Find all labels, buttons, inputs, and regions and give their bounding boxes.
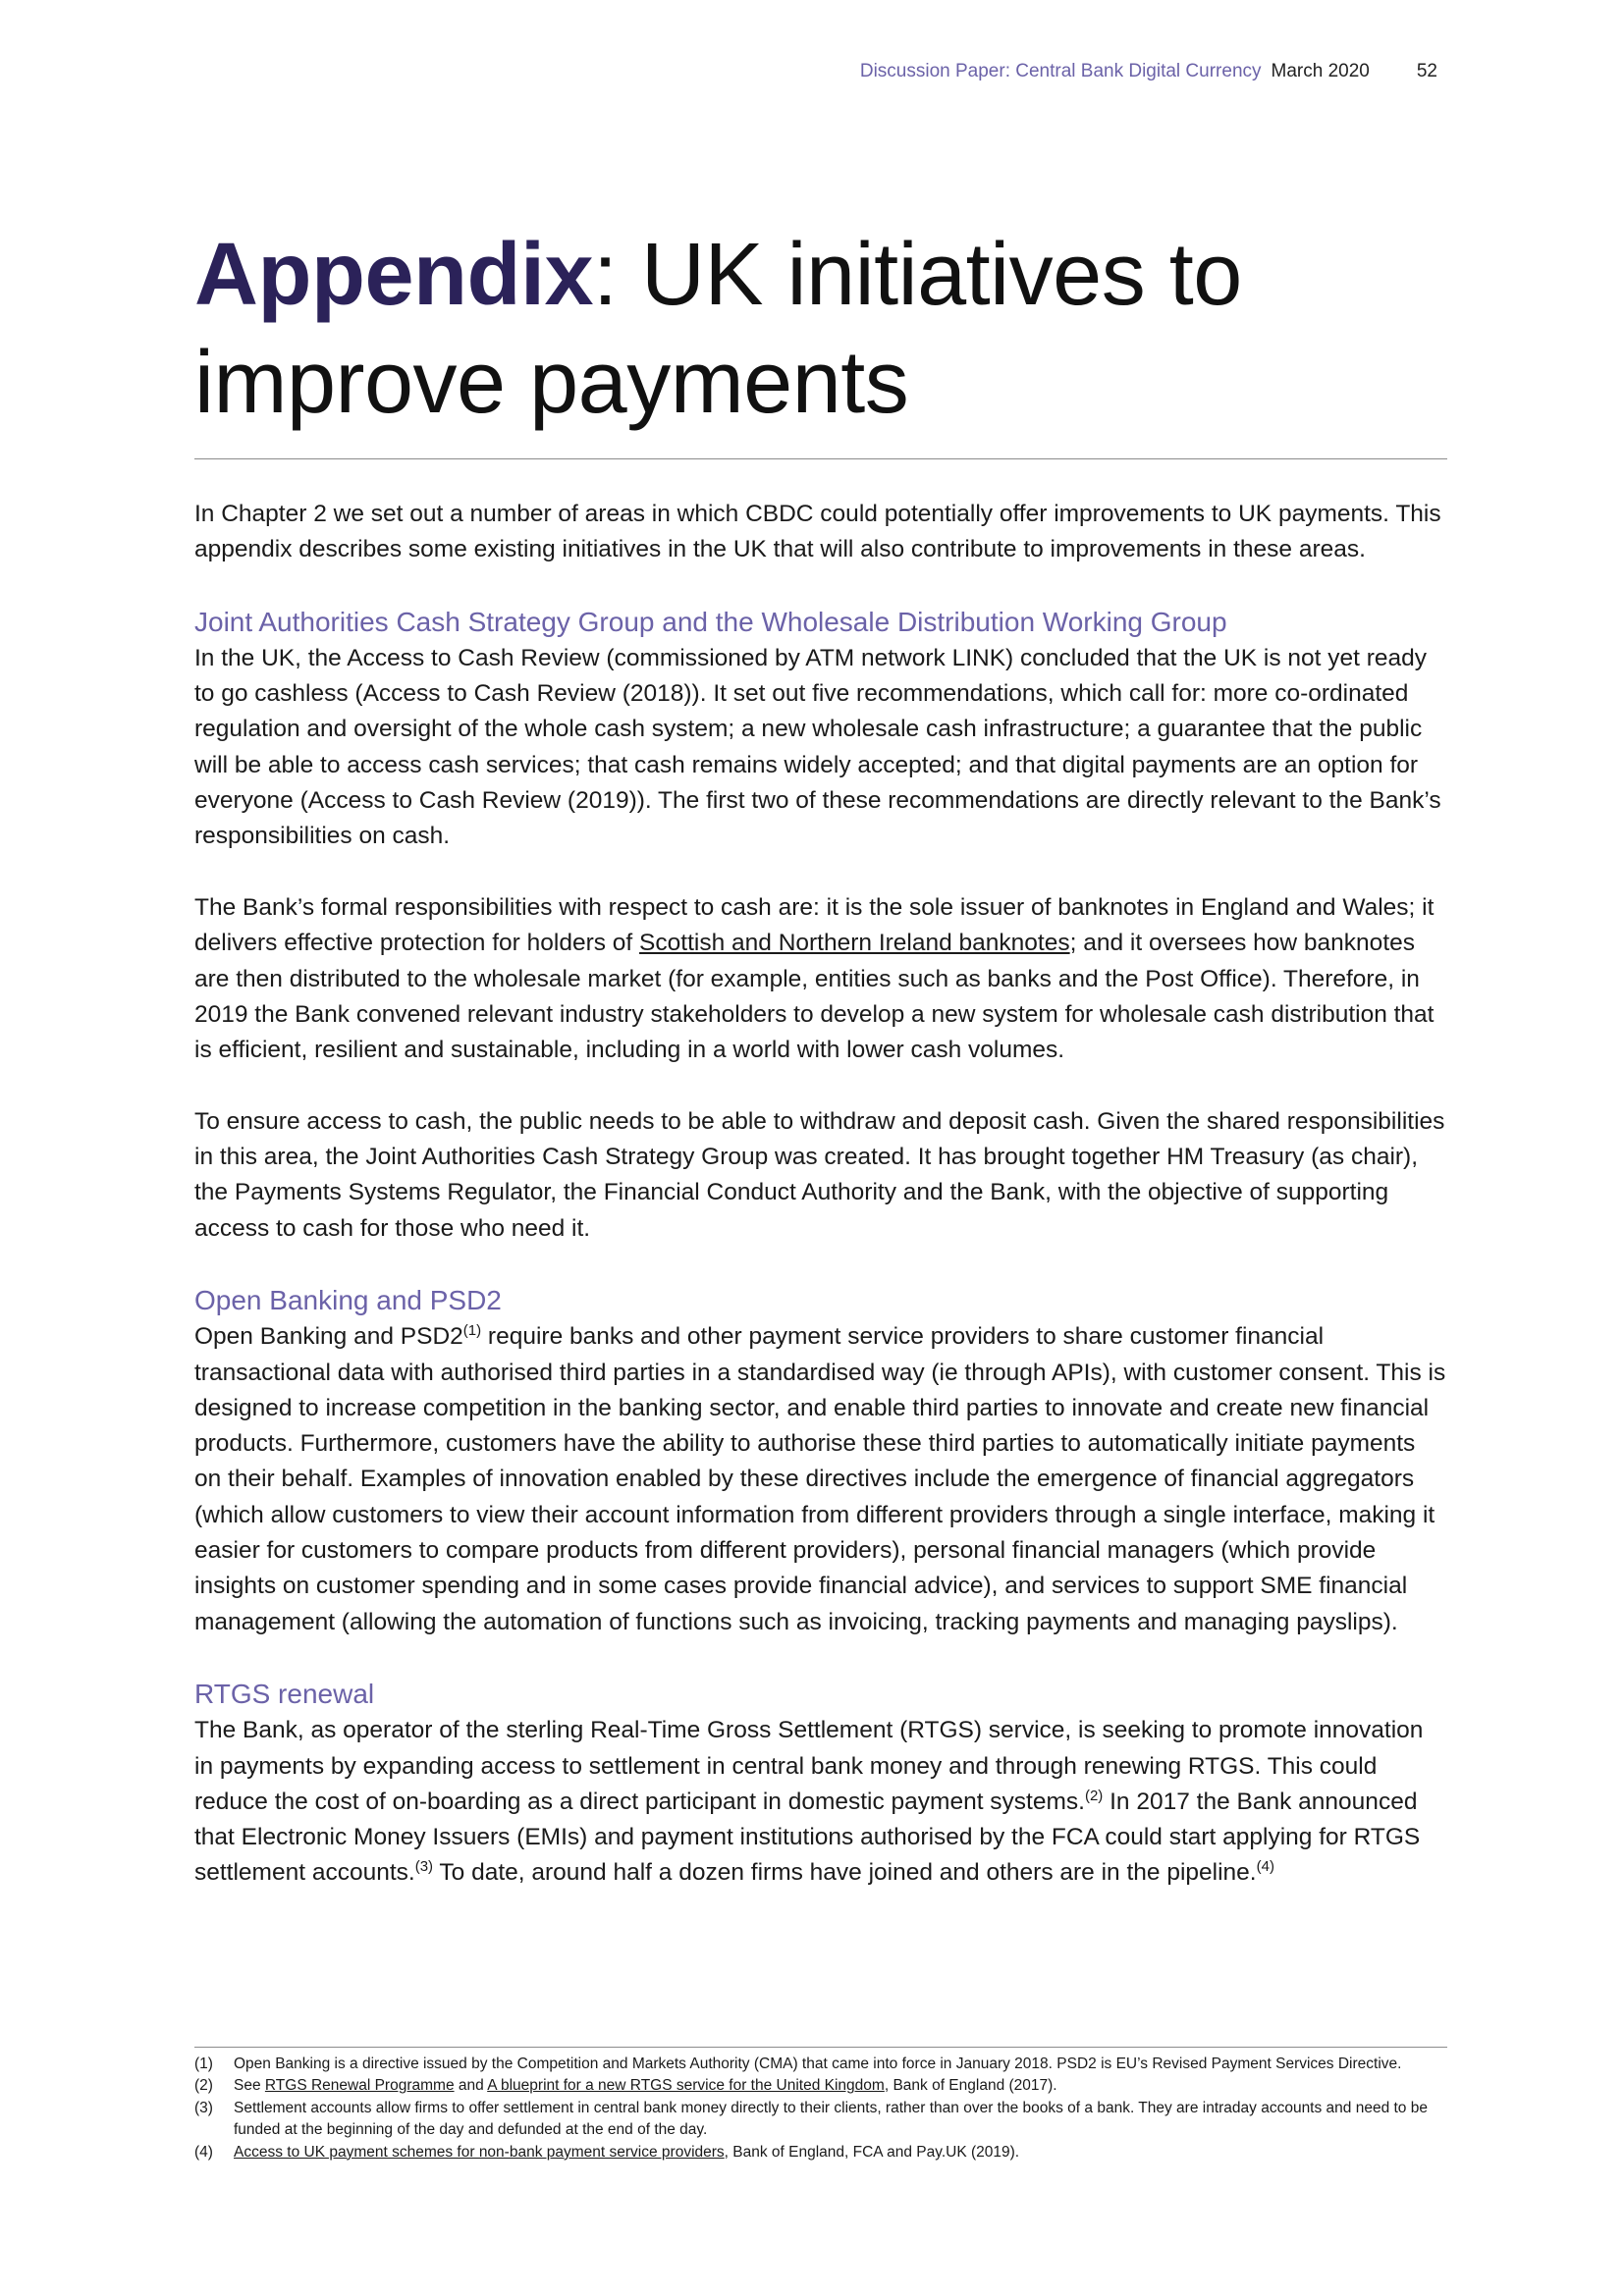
text-run: , Bank of England, FCA and Pay.UK (2019). [724, 2143, 1020, 2161]
text-run: The Bank, as operator of the sterling Real-Time Gross Settlement (RTGS) service, is seeking to promote innovation in payments by expanding access to settlement in central bank money and through renewing RTGS. This could reduce the cost of on-boarding as a direct participant in domestic payment systems. [194, 1717, 1424, 1815]
footnote-3 [194, 2098, 1447, 2142]
footnote-divider [194, 2047, 1447, 2048]
running-header [860, 61, 1437, 82]
text-run: require banks and other payment service providers to share customer financial transactional data with authorised third parties in a standardised way (ie through APIs), with customer consent. This is designed to increase competition in the banking sector, and enable third parties to innovate and create new financial products. Furthermore, customers have the ability to authorise these third parties to automatically initiate payments on their behalf. Examples of innovation enabled by these directives include the emergence of financial aggregators (which allow customers to view their account information from different providers through a single interface, making it easier for customers to compare products from different providers), personal financial managers (which provide insights on customer spending and in some cases provide financial advice), and services to support SME financial management (allowing the automation of functions such as invoicing, tracking payments and managing payslips). [194, 1323, 1446, 1635]
footnote-1 [194, 2054, 1447, 2075]
rtgs-paragraph [194, 1713, 1447, 1891]
text-run: See [234, 2077, 265, 2095]
text-run: , Bank of England (2017). [884, 2077, 1057, 2095]
cash-paragraph-1: In the UK, the Access to Cash Review (commissioned by ATM network LINK) concluded that the UK is not yet ready to go cashless (Access to Cash Review (2018)). It set out five recommendations, which call for: more co-ordinated regulation and oversight of the whole cash system; a new wholesale cash infrastructure; a guarantee that the public will be able to access cash services; that cash remains widely accepted; and that digital payments are an option for everyone (Access to Cash Review (2019)). The first two of these recommendations are directly relevant to the Bank’s responsibilities on cash. [194, 644, 1441, 850]
rtgs-renewal-programme-link[interactable]: RTGS Renewal Programme [264, 2077, 455, 2095]
text-run: In 2017 the Bank announced that Electronic Money Issuers (EMIs) and payment institutions authorised by the FCA could start applying for RTGS settlement accounts. [194, 1788, 1421, 1887]
footnote-ref-1[interactable]: (1) [462, 1322, 482, 1340]
main-content [194, 221, 1447, 1927]
footnote-text [234, 2142, 1447, 2163]
title-strong: Appendix [194, 226, 594, 324]
footnote-number: (2) [194, 2077, 213, 2095]
title-line2: improve payments [194, 334, 909, 432]
publication-date: March 2020 [1271, 61, 1370, 81]
footnote-number: (1) [194, 2056, 213, 2072]
rtgs-blueprint-link[interactable]: A blueprint for a new RTGS service for the United Kingdom [487, 2077, 885, 2095]
section-heading-cash: Joint Authorities Cash Strategy Group and the Wholesale Distribution Working Group [194, 606, 1227, 637]
footnote-text [234, 2075, 1447, 2097]
scottish-ni-banknotes-link[interactable]: Scottish and Northern Ireland banknotes [639, 930, 1070, 957]
footnote-2 [194, 2075, 1447, 2097]
payment-schemes-access-link[interactable]: Access to UK payment schemes for non-bank payment service providers [234, 2143, 725, 2161]
publication-title: Discussion Paper: Central Bank Digital Currency [859, 61, 1262, 81]
footnote-ref-2[interactable]: (2) [1084, 1787, 1104, 1804]
text-run: The Bank’s formal responsibilities with respect to cash are: it is the sole issuer of banknotes in England and Wales; it delivers effective protection for holders of [194, 893, 1435, 957]
text-run: To date, around half a dozen firms have joined and others are in the pipeline. [433, 1859, 1257, 1887]
section-heading-rtgs: RTGS renewal [194, 1679, 375, 1710]
page-number: 52 [1416, 61, 1437, 81]
body-text [194, 497, 1447, 1892]
title-divider [194, 458, 1447, 459]
text-run: Open Banking and PSD2 [194, 1323, 463, 1351]
cash-paragraph-2 [194, 890, 1447, 1068]
footnote-ref-3[interactable]: (3) [414, 1858, 434, 1876]
open-banking-paragraph [194, 1319, 1447, 1640]
cash-paragraph-3: To ensure access to cash, the public needs to be able to withdraw and deposit cash. Given the shared responsibilities in this area, the Joint Authorities Cash Strategy Group was created. It has brought together HM Treasury (as chair), the Payments Systems Regulator, the Financial Conduct Authority and the Bank, with the objective of supporting access to cash for those who need it. [194, 1107, 1445, 1242]
footnote-number: (4) [194, 2143, 213, 2161]
text-run: ; and it oversees how banknotes are then distributed to the wholesale market (for example, entities such as banks and the Post Office). Therefore, in 2019 the Bank convened relevant industry stakeholders to develop a new system for wholesale cash distribution that is efficient, resilient and sustainable, including in a world with lower cash volumes. [194, 930, 1435, 1064]
footnotes [194, 2054, 1447, 2163]
page-title [194, 221, 1447, 437]
footnote-number: (3) [194, 2099, 213, 2116]
intro-paragraph: In Chapter 2 we set out a number of areas in which CBDC could potentially offer improvements to UK payments. This appendix describes some existing initiatives in the UK that will also contribute to improvements in these areas. [194, 501, 1441, 563]
footnote-ref-4[interactable]: (4) [1256, 1858, 1274, 1876]
text-run: and [454, 2077, 488, 2095]
footnote-4 [194, 2142, 1447, 2163]
footnote-text: Open Banking is a directive issued by the Competition and Markets Authority (CMA) that came into force in January 2018. PSD2 is EU’s Revised Payment Services Directive. [234, 2056, 1402, 2072]
footnote-text: Settlement accounts allow firms to offer settlement in central bank money directly to their clients, rather than over the books of a bank. They are intraday accounts and need to be funded at the beginning of the day and defunded at the end of the day. [234, 2099, 1428, 2139]
title-rest: : UK initiatives to [593, 226, 1242, 324]
section-heading-open-banking: Open Banking and PSD2 [194, 1285, 502, 1316]
